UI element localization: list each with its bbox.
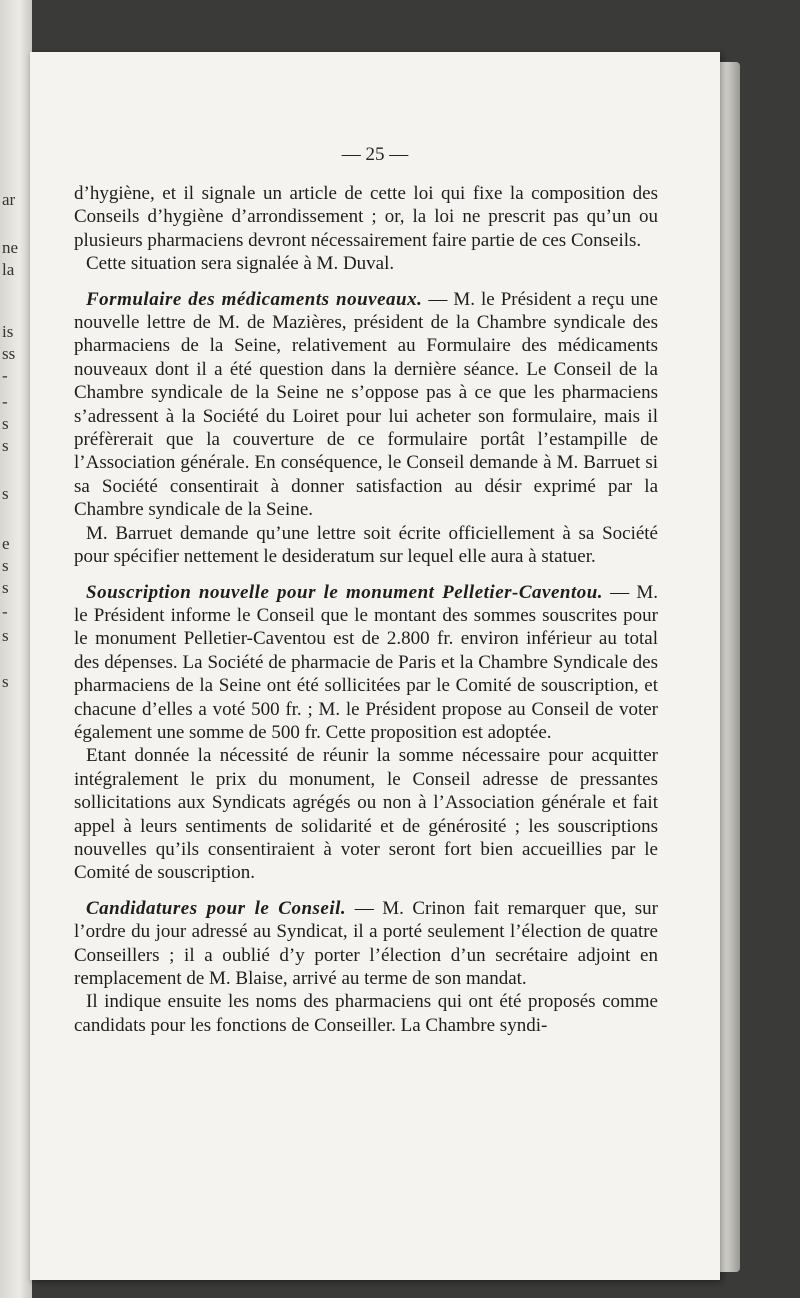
fragment: - — [2, 366, 8, 385]
fragment: is — [2, 322, 14, 341]
paragraph — [74, 990, 658, 1037]
paragraph — [74, 744, 658, 884]
paragraph-text: Etant donnée la nécessité de réunir la somme nécessaire pour acquitter intégralement le prix du monument, le Conseil adresse de pressantes sollicitations aux Syndicats agrégés ou non à l’Association générale et fait appel à leurs sentiments de solidarité et de générosité ; les souscriptions nouvelles qu’ils consentiraient à voter seront fort bien accueillies par le Comité de souscription. — [74, 745, 658, 884]
paragraph-text: — M. Crinon fait remarquer que, sur l’ordre du jour adressé au Syndicat, il a porté seulement l’élection de quatre Conseillers ; il a oublié d’y porter l’élection d’un secrétaire adjoint en remplacement de M. Blaise, arrivé au terme de son mandat. — [74, 897, 658, 989]
paragraph — [74, 252, 658, 275]
fragment: la — [2, 260, 15, 279]
page-body — [74, 182, 658, 1037]
fragment: e — [2, 534, 10, 553]
fragment: ar — [2, 190, 16, 209]
fragment: s — [2, 556, 9, 575]
section-heading: Candidatures pour le Conseil. — [86, 897, 347, 919]
section-paragraph — [74, 288, 658, 522]
section-paragraph — [74, 897, 658, 991]
paragraph-text: d’hygiène, et il signale un article de cette loi qui fixe la composition des Conseils d’hygiène d’arrondissement ; or, la loi ne prescrit pas qu’un ou plusieurs pharmaciens devront nécessairement faire partie de ces Conseils. — [74, 183, 658, 251]
section-heading: Souscription nouvelle pour le monument Pelletier-Caventou. — [86, 581, 604, 603]
previous-page-text-fragments — [0, 0, 32, 1298]
paragraph-text: Il indique ensuite les noms des pharmaciens qui ont été proposés comme candidats pour les fonctions de Conseiller. La Chambre syndi- — [74, 991, 658, 1036]
paragraph-text: Cette situation sera signalée à M. Duval. — [86, 253, 395, 275]
fragment: s — [2, 414, 9, 433]
paragraph — [74, 182, 658, 252]
fragment: s — [2, 578, 9, 597]
fragment: ne — [2, 238, 19, 257]
paragraph-text: — M. le Président a reçu une nouvelle lettre de M. de Mazières, président de la Chambre syndicale des pharmaciens de la Seine, relativement au Formulaire des médicaments nouveaux dont il a été question dans la dernière séance. Le Conseil de la Chambre syndicale de la Seine ne s’oppose pas à ce que les pharmaciens s’adressent à la Société du Loiret pour lui acheter son formulaire, mais il préfèrerait que la couverture de ce formulaire portât l’estampille de l’Association générale. En conséquence, le Conseil demande à M. Barruet si sa Société consentirait à donner satisfaction au désir exprimé par la Chambre syndicale de la Seine. — [74, 288, 658, 521]
paragraph — [74, 522, 658, 569]
paragraph-text: — M. le Président informe le Conseil que le montant des sommes souscrites pour le monument Pelletier-Caventou est de 2.800 fr. environ inférieur au total des dépenses. La Société de pharmacie de Paris et la Chambre Syndicale des pharmaciens de la Seine ont été sollicitées par le Comité de souscription, et chacune d’elles a voté 500 fr. ; M. le Président propose au Conseil de voter également une somme de 500 fr. Cette proposition est adoptée. — [74, 581, 658, 743]
book-page — [30, 52, 720, 1280]
paragraph-text: M. Barruet demande qu’une lettre soit écrite officiellement à sa Société pour spécifier nettement le desideratum sur lequel elle aura à statuer. — [74, 522, 658, 568]
fragment: s — [2, 672, 9, 691]
page-number: — 25 — — [341, 144, 409, 165]
fragment: s — [2, 626, 9, 645]
fragment: s — [2, 484, 9, 503]
section-paragraph — [74, 581, 658, 745]
section-heading: Formulaire des médicaments nouveaux. — [86, 288, 423, 310]
fragment: ss — [2, 344, 16, 363]
fragment: s — [2, 436, 9, 455]
fragment: - — [2, 392, 8, 411]
fragment: - — [2, 602, 8, 621]
